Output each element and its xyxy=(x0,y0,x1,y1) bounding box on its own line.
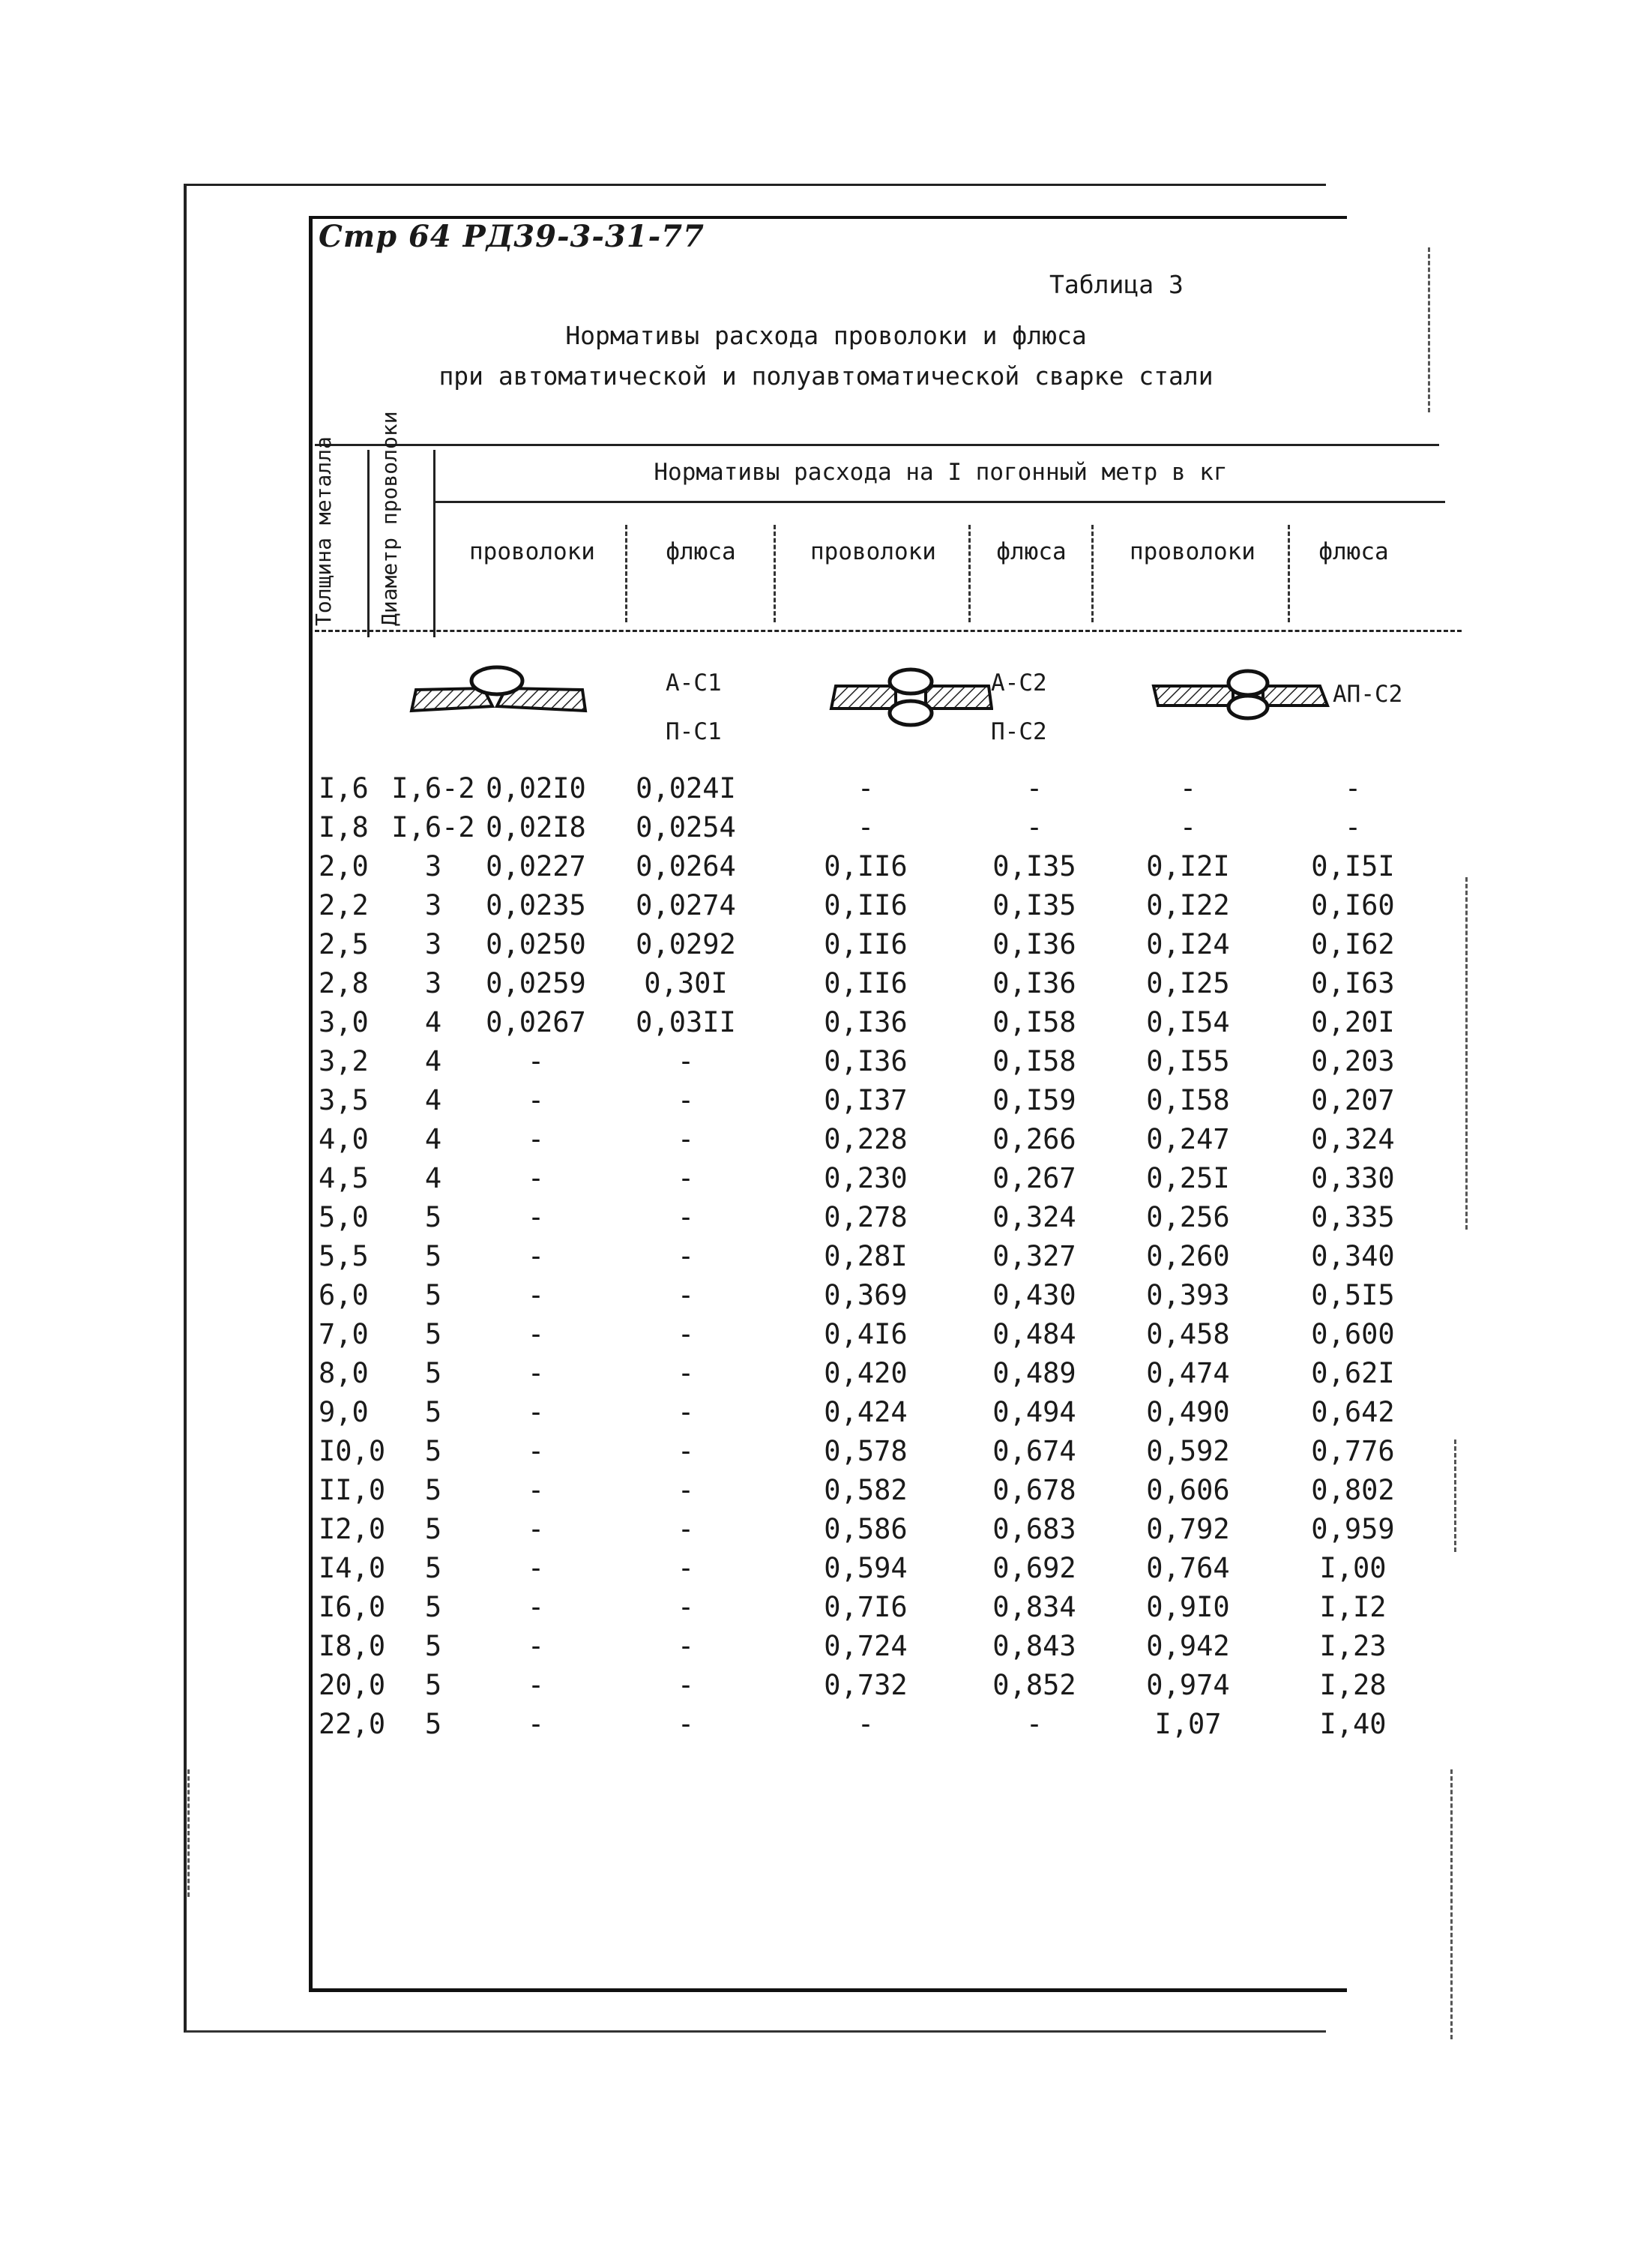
table-row xyxy=(0,1315,1652,1354)
cell-flux-c2: 0,674 xyxy=(992,1435,1076,1467)
header-divider xyxy=(367,450,370,637)
cell-diameter: 5 xyxy=(424,1279,442,1311)
cell-thickness: 3,2 xyxy=(319,1045,369,1077)
cell-diameter: 5 xyxy=(424,1669,442,1701)
table-row xyxy=(0,1666,1652,1705)
cell-wire-c1: 0,0259 xyxy=(486,967,586,999)
cell-wire-c2: - xyxy=(857,1708,875,1740)
header-divider xyxy=(968,525,971,622)
cell-flux-c1: - xyxy=(677,1318,695,1350)
cell-diameter: 5 xyxy=(424,1240,442,1272)
cell-wire-c2: 0,724 xyxy=(824,1630,908,1662)
cell-wire-c3: 0,256 xyxy=(1146,1201,1230,1233)
cell-diameter: 3 xyxy=(424,928,442,960)
weld-type-p-c1: П-С1 xyxy=(666,718,722,745)
cell-wire-c2: 0,7I6 xyxy=(824,1591,908,1623)
cell-flux-c2: - xyxy=(1025,772,1043,804)
cell-diameter: I,6-2 xyxy=(391,772,475,804)
margin-mark xyxy=(1428,247,1430,412)
cell-flux-c3: 0,62I xyxy=(1311,1357,1395,1389)
cell-flux-c3: I,00 xyxy=(1319,1552,1387,1584)
cell-wire-c2: 0,582 xyxy=(824,1474,908,1506)
cell-flux-c1: 0,024I xyxy=(636,772,736,804)
cell-thickness: 2,8 xyxy=(319,967,369,999)
cell-wire-c1: - xyxy=(527,1084,545,1116)
cell-flux-c3: - xyxy=(1344,811,1362,843)
cell-flux-c2: 0,692 xyxy=(992,1552,1076,1584)
table-row xyxy=(0,886,1652,925)
cell-wire-c2: 0,II6 xyxy=(824,967,908,999)
header-divider xyxy=(1288,525,1290,622)
cell-flux-c3: 0,959 xyxy=(1311,1513,1395,1545)
weld-type-a-c2: А-С2 xyxy=(991,670,1047,697)
cell-flux-c1: - xyxy=(677,1669,695,1701)
cell-flux-c3: 0,I63 xyxy=(1311,967,1395,999)
cell-wire-c3: 0,592 xyxy=(1146,1435,1230,1467)
cell-thickness: 2,2 xyxy=(319,889,369,921)
cell-diameter: 3 xyxy=(424,850,442,882)
cell-wire-c2: 0,II6 xyxy=(824,850,908,882)
cell-thickness: I0,0 xyxy=(319,1435,386,1467)
cell-wire-c2: 0,I36 xyxy=(824,1006,908,1038)
cell-wire-c1: 0,02I8 xyxy=(486,811,586,843)
flux-header-3: флюса xyxy=(1318,538,1389,565)
cell-flux-c3: 0,5I5 xyxy=(1311,1279,1395,1311)
table-row xyxy=(0,1042,1652,1081)
cell-flux-c3: I,40 xyxy=(1319,1708,1387,1740)
cell-flux-c1: - xyxy=(677,1162,695,1194)
cell-wire-c1: 0,0235 xyxy=(486,889,586,921)
cell-diameter: 4 xyxy=(424,1084,442,1116)
weld-type-p-c2: П-С2 xyxy=(991,718,1047,745)
cell-diameter: 5 xyxy=(424,1513,442,1545)
cell-thickness: 2,0 xyxy=(319,850,369,882)
wire-header-2: проволоки xyxy=(810,538,936,565)
cell-wire-c3: 0,25I xyxy=(1146,1162,1230,1194)
table-row xyxy=(0,1393,1652,1432)
table-row xyxy=(0,925,1652,964)
cell-wire-c1: - xyxy=(527,1552,545,1584)
cell-flux-c1: - xyxy=(677,1045,695,1077)
cell-diameter: 4 xyxy=(424,1006,442,1038)
cell-thickness: 5,0 xyxy=(319,1201,369,1233)
table-row xyxy=(0,847,1652,886)
header-divider xyxy=(625,525,627,622)
cell-wire-c2: - xyxy=(857,772,875,804)
cell-wire-c2: 0,II6 xyxy=(824,928,908,960)
cell-wire-c3: 0,458 xyxy=(1146,1318,1230,1350)
cell-wire-c2: 0,278 xyxy=(824,1201,908,1233)
cell-wire-c3: 0,606 xyxy=(1146,1474,1230,1506)
cell-wire-c3: 0,490 xyxy=(1146,1396,1230,1428)
cell-flux-c3: 0,I60 xyxy=(1311,889,1395,921)
cell-flux-c3: 0,600 xyxy=(1311,1318,1395,1350)
cell-wire-c2: 0,I36 xyxy=(824,1045,908,1077)
table-number: Таблица 3 xyxy=(1049,270,1184,299)
table-row xyxy=(0,1081,1652,1120)
cell-diameter: I,6-2 xyxy=(391,811,475,843)
cell-wire-c1: 0,0227 xyxy=(486,850,586,882)
cell-thickness: I,8 xyxy=(319,811,369,843)
cell-flux-c2: 0,430 xyxy=(992,1279,1076,1311)
wire-header-3: проволоки xyxy=(1130,538,1255,565)
cell-flux-c1: - xyxy=(677,1123,695,1155)
table-row xyxy=(0,1705,1652,1744)
cell-thickness: 4,5 xyxy=(319,1162,369,1194)
cell-flux-c3: I,I2 xyxy=(1319,1591,1387,1623)
cell-wire-c1: - xyxy=(527,1669,545,1701)
cell-diameter: 4 xyxy=(424,1162,442,1194)
cell-thickness: 7,0 xyxy=(319,1318,369,1350)
cell-wire-c2: 0,369 xyxy=(824,1279,908,1311)
cell-thickness: II,0 xyxy=(319,1474,386,1506)
table-row xyxy=(0,1510,1652,1549)
cell-wire-c3: - xyxy=(1179,772,1197,804)
table-row xyxy=(0,1471,1652,1510)
cell-diameter: 5 xyxy=(424,1318,442,1350)
cell-flux-c3: 0,I62 xyxy=(1311,928,1395,960)
cell-thickness: 9,0 xyxy=(319,1396,369,1428)
weld-type-ap-c2: АП-С2 xyxy=(1333,681,1403,708)
cell-flux-c3: 0,207 xyxy=(1311,1084,1395,1116)
document-stamp: Стр 64 РД39-3-31-77 xyxy=(319,219,705,254)
cell-wire-c3: 0,974 xyxy=(1146,1669,1230,1701)
cell-flux-c1: - xyxy=(677,1513,695,1545)
cell-flux-c2: 0,683 xyxy=(992,1513,1076,1545)
cell-diameter: 3 xyxy=(424,967,442,999)
cell-wire-c3: 0,9I0 xyxy=(1146,1591,1230,1623)
cell-flux-c1: - xyxy=(677,1630,695,1662)
cell-wire-c2: 0,28I xyxy=(824,1240,908,1272)
cell-flux-c3: 0,802 xyxy=(1311,1474,1395,1506)
cell-flux-c2: 0,843 xyxy=(992,1630,1076,1662)
cell-diameter: 5 xyxy=(424,1591,442,1623)
cell-wire-c3: 0,764 xyxy=(1146,1552,1230,1584)
table-row xyxy=(0,1237,1652,1276)
cell-thickness: 5,5 xyxy=(319,1240,369,1272)
cell-flux-c3: 0,203 xyxy=(1311,1045,1395,1077)
cell-thickness: 3,0 xyxy=(319,1006,369,1038)
cell-flux-c3: 0,340 xyxy=(1311,1240,1395,1272)
cell-flux-c2: 0,267 xyxy=(992,1162,1076,1194)
flux-header-2: флюса xyxy=(996,538,1067,565)
cell-thickness: 4,0 xyxy=(319,1123,369,1155)
cell-flux-c2: 0,489 xyxy=(992,1357,1076,1389)
table-row xyxy=(0,1354,1652,1393)
cell-wire-c3: - xyxy=(1179,811,1197,843)
cell-wire-c2: 0,578 xyxy=(824,1435,908,1467)
table-row xyxy=(0,769,1652,808)
cell-wire-c1: - xyxy=(527,1630,545,1662)
cell-wire-c2: 0,II6 xyxy=(824,889,908,921)
cell-flux-c3: I,28 xyxy=(1319,1669,1387,1701)
cell-thickness: 3,5 xyxy=(319,1084,369,1116)
thickness-header: Толщина металла xyxy=(311,436,336,626)
cell-thickness: 2,5 xyxy=(319,928,369,960)
cell-wire-c3: 0,I54 xyxy=(1146,1006,1230,1038)
cell-diameter: 3 xyxy=(424,889,442,921)
cell-wire-c2: 0,594 xyxy=(824,1552,908,1584)
cell-thickness: I,6 xyxy=(319,772,369,804)
cell-wire-c3: 0,792 xyxy=(1146,1513,1230,1545)
cell-wire-c1: - xyxy=(527,1513,545,1545)
table-row xyxy=(0,1276,1652,1315)
cell-flux-c2: 0,678 xyxy=(992,1474,1076,1506)
combined-weld-icon xyxy=(1151,664,1330,724)
cell-flux-c3: 0,324 xyxy=(1311,1123,1395,1155)
cell-thickness: I8,0 xyxy=(319,1630,386,1662)
cell-flux-c1: 0,0264 xyxy=(636,850,736,882)
cell-wire-c2: 0,424 xyxy=(824,1396,908,1428)
cell-flux-c2: - xyxy=(1025,811,1043,843)
cell-thickness: 8,0 xyxy=(319,1357,369,1389)
cell-flux-c2: 0,I58 xyxy=(992,1045,1076,1077)
cell-flux-c2: 0,I36 xyxy=(992,928,1076,960)
cell-wire-c1: - xyxy=(527,1591,545,1623)
cell-flux-c2: 0,484 xyxy=(992,1318,1076,1350)
cell-wire-c1: - xyxy=(527,1396,545,1428)
cell-flux-c1: - xyxy=(677,1279,695,1311)
cell-flux-c3: 0,I5I xyxy=(1311,850,1395,882)
cell-wire-c3: I,07 xyxy=(1154,1708,1222,1740)
cell-diameter: 5 xyxy=(424,1552,442,1584)
margin-mark xyxy=(1450,1769,1453,2039)
cell-flux-c1: 0,03II xyxy=(636,1006,736,1038)
wire-header-1: проволоки xyxy=(469,538,595,565)
cell-flux-c1: - xyxy=(677,1240,695,1272)
cell-flux-c1: - xyxy=(677,1591,695,1623)
header-bottom-rule xyxy=(315,630,1462,632)
single-side-weld-icon xyxy=(409,660,588,720)
cell-wire-c3: 0,I55 xyxy=(1146,1045,1230,1077)
table-row xyxy=(0,1120,1652,1159)
cell-wire-c3: 0,393 xyxy=(1146,1279,1230,1311)
cell-diameter: 5 xyxy=(424,1708,442,1740)
cell-diameter: 5 xyxy=(424,1396,442,1428)
cell-flux-c2: 0,I35 xyxy=(992,850,1076,882)
cell-wire-c1: - xyxy=(527,1279,545,1311)
cell-wire-c2: 0,586 xyxy=(824,1513,908,1545)
cell-flux-c2: 0,494 xyxy=(992,1396,1076,1428)
cell-wire-c2: - xyxy=(857,811,875,843)
cell-thickness: I2,0 xyxy=(319,1513,386,1545)
cell-wire-c1: - xyxy=(527,1708,545,1740)
cell-flux-c1: 0,30I xyxy=(644,967,728,999)
cell-wire-c1: - xyxy=(527,1474,545,1506)
cell-thickness: 20,0 xyxy=(319,1669,386,1701)
cell-wire-c3: 0,I2I xyxy=(1146,850,1230,882)
table-row xyxy=(0,1588,1652,1627)
diameter-header: Диаметр проволоки xyxy=(377,411,402,626)
cell-thickness: I6,0 xyxy=(319,1591,386,1623)
cell-flux-c1: - xyxy=(677,1084,695,1116)
cell-diameter: 5 xyxy=(424,1201,442,1233)
cell-flux-c1: - xyxy=(677,1435,695,1467)
double-side-weld-icon xyxy=(828,664,993,731)
norms-group-header: Нормативы расхода на I погонный метр в кг xyxy=(654,459,1228,486)
cell-wire-c1: - xyxy=(527,1240,545,1272)
cell-flux-c3: 0,330 xyxy=(1311,1162,1395,1194)
table-row xyxy=(0,1627,1652,1666)
cell-flux-c3: - xyxy=(1344,772,1362,804)
cell-flux-c2: - xyxy=(1025,1708,1043,1740)
cell-wire-c1: - xyxy=(527,1318,545,1350)
cell-wire-c3: 0,474 xyxy=(1146,1357,1230,1389)
cell-wire-c1: 0,0267 xyxy=(486,1006,586,1038)
cell-thickness: I4,0 xyxy=(319,1552,386,1584)
cell-wire-c2: 0,4I6 xyxy=(824,1318,908,1350)
cell-flux-c2: 0,266 xyxy=(992,1123,1076,1155)
cell-flux-c3: 0,335 xyxy=(1311,1201,1395,1233)
cell-wire-c1: 0,02I0 xyxy=(486,772,586,804)
cell-wire-c2: 0,228 xyxy=(824,1123,908,1155)
cell-diameter: 5 xyxy=(424,1357,442,1389)
group-header-rule xyxy=(433,501,1445,503)
flux-header-1: флюса xyxy=(666,538,736,565)
cell-diameter: 4 xyxy=(424,1045,442,1077)
cell-flux-c3: 0,20I xyxy=(1311,1006,1395,1038)
cell-wire-c3: 0,260 xyxy=(1146,1240,1230,1272)
weld-type-a-c1: А-С1 xyxy=(666,670,722,697)
cell-flux-c2: 0,I35 xyxy=(992,889,1076,921)
cell-diameter: 5 xyxy=(424,1474,442,1506)
cell-thickness: 22,0 xyxy=(319,1708,386,1740)
cell-wire-c1: 0,0250 xyxy=(486,928,586,960)
cell-flux-c2: 0,I36 xyxy=(992,967,1076,999)
cell-flux-c3: 0,642 xyxy=(1311,1396,1395,1428)
cell-wire-c2: 0,420 xyxy=(824,1357,908,1389)
cell-wire-c3: 0,I22 xyxy=(1146,889,1230,921)
cell-thickness: 6,0 xyxy=(319,1279,369,1311)
header-divider xyxy=(774,525,776,622)
cell-wire-c3: 0,I25 xyxy=(1146,967,1230,999)
cell-wire-c3: 0,I24 xyxy=(1146,928,1230,960)
cell-flux-c1: 0,0274 xyxy=(636,889,736,921)
cell-flux-c1: - xyxy=(677,1708,695,1740)
cell-wire-c2: 0,I37 xyxy=(824,1084,908,1116)
table-row xyxy=(0,1198,1652,1237)
margin-mark xyxy=(187,1769,190,1897)
cell-wire-c1: - xyxy=(527,1162,545,1194)
cell-flux-c1: 0,0292 xyxy=(636,928,736,960)
table-row xyxy=(0,964,1652,1003)
table-row xyxy=(0,1159,1652,1198)
header-top-rule xyxy=(315,444,1439,446)
table-row xyxy=(0,1432,1652,1471)
table-row xyxy=(0,808,1652,847)
cell-flux-c3: I,23 xyxy=(1319,1630,1387,1662)
table-row xyxy=(0,1549,1652,1588)
cell-diameter: 5 xyxy=(424,1435,442,1467)
cell-wire-c3: 0,247 xyxy=(1146,1123,1230,1155)
cell-flux-c1: 0,0254 xyxy=(636,811,736,843)
cell-wire-c1: - xyxy=(527,1357,545,1389)
cell-diameter: 5 xyxy=(424,1630,442,1662)
cell-wire-c1: - xyxy=(527,1123,545,1155)
cell-flux-c2: 0,834 xyxy=(992,1591,1076,1623)
header-divider xyxy=(433,450,435,637)
cell-wire-c1: - xyxy=(527,1201,545,1233)
cell-flux-c1: - xyxy=(677,1201,695,1233)
cell-flux-c2: 0,324 xyxy=(992,1201,1076,1233)
cell-wire-c1: - xyxy=(527,1435,545,1467)
cell-diameter: 4 xyxy=(424,1123,442,1155)
cell-flux-c2: 0,852 xyxy=(992,1669,1076,1701)
table-row xyxy=(0,1003,1652,1042)
table-title-line-1: Нормативы расхода проволоки и флюса xyxy=(565,321,1087,350)
cell-wire-c2: 0,732 xyxy=(824,1669,908,1701)
cell-flux-c2: 0,327 xyxy=(992,1240,1076,1272)
cell-wire-c2: 0,230 xyxy=(824,1162,908,1194)
cell-wire-c3: 0,942 xyxy=(1146,1630,1230,1662)
cell-flux-c1: - xyxy=(677,1552,695,1584)
cell-flux-c3: 0,776 xyxy=(1311,1435,1395,1467)
cell-wire-c1: - xyxy=(527,1045,545,1077)
cell-flux-c2: 0,I59 xyxy=(992,1084,1076,1116)
cell-flux-c2: 0,I58 xyxy=(992,1006,1076,1038)
cell-wire-c3: 0,I58 xyxy=(1146,1084,1230,1116)
cell-flux-c1: - xyxy=(677,1474,695,1506)
cell-flux-c1: - xyxy=(677,1357,695,1389)
table-title-line-2: при автоматической и полуавтоматической сварке стали xyxy=(438,361,1214,391)
header-divider xyxy=(1091,525,1094,622)
cell-flux-c1: - xyxy=(677,1396,695,1428)
